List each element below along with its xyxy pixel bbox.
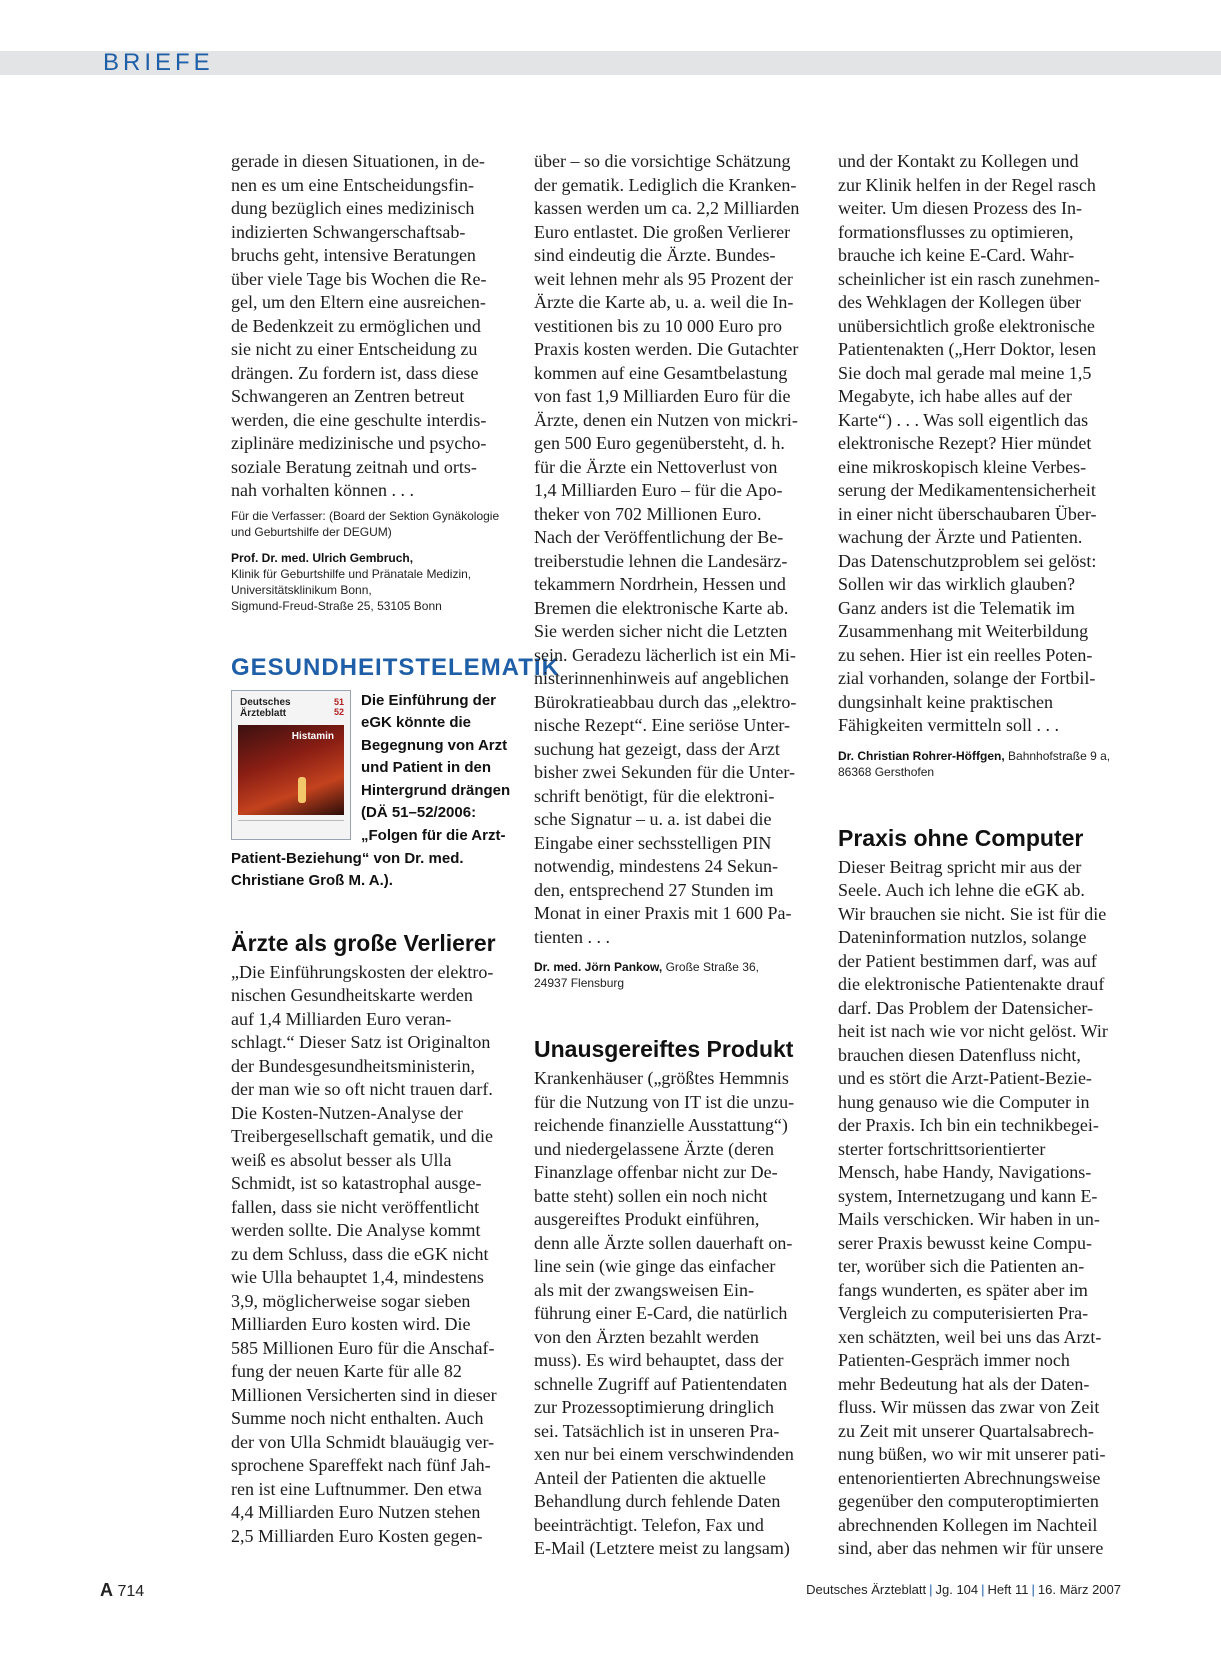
magazine-cover-image [231, 690, 351, 840]
section-title-produkt: Unausgereiftes Produkt [534, 1036, 794, 1062]
author-line [534, 959, 819, 991]
column-3 [838, 150, 1123, 1561]
section-title-praxis: Praxis ohne Computer [838, 824, 1084, 851]
cover-topic: Histamin [291, 730, 334, 742]
cover-footer [238, 820, 344, 833]
rubric-intro [231, 690, 516, 893]
letter-body-pankow: über – so die vorsichtige Schätzung der gematik. Lediglich die Kranken- kassen werden um ca. 2,2 Milliarden Euro entlastet. Die großen Verlierer sind eindeutig die Ärzte. Bundes- weit lehnen mehr als 95 Prozent der Ärzte die Karte ab, u. a. weil die In- vestitionen bis zu 10 000 Euro pro Praxis kosten werden. Die Gutachter kommen auf eine Gesamtbelastung von fast 1,9 Milliarden Euro für die Ärzte, denen ein Nutzen von mickri- gen 500 Euro gegenübersteht, d. h. für die Ärzte ein Nettoverlust von 1,4 Milliarden Euro – für die Apo- theker von 702 Millionen Euro. Nach der Veröffentlichung der Be- treiberstudie lehnen die Landesärz- tekammern Nordrhein, Hessen und Bremen die elektronische Karte ab. Sie werden sicher nicht die Letzten sein. Geradezu lächerlich ist ein Mi- nisterinnenhinweis auf angeblichen Bürokratieabbau durch das „elektro- nische Rezept“. Eine seriöse Unter- suchung hat gezeigt, dass der Arzt bisher zwei Sekunden für die Unter- schrift benötigt, für die elektroni- sche Signatur – u. a. ist dabei die Eingabe einer sechsstelligen PIN notwendig, mindestens 24 Sekun- den, entsprechend 27 Stunden im Monat in einer Praxis mit 1 600 Pa- tienten . . . [534, 151, 800, 947]
separator: | [929, 1582, 933, 1597]
column-2 [534, 150, 819, 1561]
section-body-produkt: Krankenhäuser („größtes Hemmnis für die Nutzung von IT ist die unzu- reichende finanzielle Ausstattung“) und niedergelassene Ärzte (deren Finanzlage offenbar nicht zur De- batte steht) sollen ein noch nicht ausgereiftes Produkt einführen, denn alle Ärzte sollen dauerhaft on- line sein (wie ginge das einfacher als mit der zwangsweisen Ein- führung einer E-Card, die natürlich von den Ärzten bezahlt werden muss). Es wird behauptet, dass der schnelle Zugriff auf Patientendaten zur Prozessoptimierung dringlich sei. Tatsächlich ist in unseren Pra- xen nur bei einem verschwindenden Anteil der Patienten die aktuelle Behandlung durch fehlende Daten beeinträchtigt. Telefon, Fax und E-Mail (Letztere meist zu langsam) [534, 1068, 795, 1558]
separator: | [1031, 1582, 1035, 1597]
separator: | [981, 1582, 985, 1597]
author-address: Große Straße 36, 24937 Flensburg [534, 960, 759, 990]
author-address: Bahnhofstraße 9 a, 86368 Gersthofen [838, 748, 1111, 779]
page-prefix: A [100, 1580, 113, 1600]
author-name: Prof. Dr. med. Ulrich Gembruch, [231, 550, 414, 565]
journal-name: Deutsches Ärzteblatt [806, 1582, 927, 1597]
journal-issue: Heft 11 [987, 1582, 1029, 1597]
author-signature [838, 748, 1123, 780]
author-address: Klinik für Geburtshilfe und Pränatale Medizin, Universitätsklinikum Bonn, Sigmund-Freud-Straße 25, 53105 Bonn [231, 566, 472, 613]
author-line [838, 748, 1123, 780]
section-label: BRIEFE [103, 49, 214, 76]
letter-continuation: gerade in diesen Situationen, in de- nen es um eine Entscheidungsfin- dung bezüglich eines medizinisch indizierten Schwangerschaftsab- bruchs geht, intensive Beratungen über viele Tage bis Wochen die Re- gel, um den Eltern eine ausreichen- de Bedenkzeit zu ermöglichen und sie nicht zu einer Entscheidung zu drängen. Zu fordern ist, dass diese Schwangeren an Zentren betreut werden, die eine geschulte interdis- ziplinäre medizinische und psycho- soziale Beratung zeitnah und orts- nah vorhalten können . . . [231, 151, 487, 500]
author-name: Dr. med. Jörn Pankow, [534, 960, 663, 974]
letter-body-continuation: und der Kontakt zu Kollegen und zur Klinik helfen in der Regel rasch weiter. Um diesen Prozess des In- formationsflusses zu optimieren, brauche ich keine E-Card. Wahr- scheinlicher ist ein rasch zunehmen- des Wehklagen der Kollegen über unübersichtlich große elektronische Patientenakten („Herr Doktor, lesen Sie doch mal gerade mal meine 1,5 Megabyte, ich habe alles auf der Karte“) . . . Was soll eigentlich das elektronische Rezept? Hier mündet eine mikroskopisch kleine Verbes- serung der Medikamentensicherheit in einer nicht überschaubaren Über- wachung der Ärzte und Patienten. Das Datenschutzproblem sei gelöst: Sollen wir das wirklich glauben? Ganz anders ist die Telematik im Zusammenhang mit Weiterbildung zu sehen. Hier ist ein reelles Poten- zial vorhanden, solange der Fortbil- dungsinhalt keine praktischen Fähigkeiten vermitteln soll . . . [838, 151, 1100, 735]
cover-title: Deutsches Ärzteblatt [240, 696, 291, 719]
for-authors-note: Für die Verfasser: (Board der Sektion Gynäkologie und Geburtshilfe der DEGUM) [231, 508, 500, 539]
page-number-value: 714 [117, 1583, 145, 1600]
author-name: Dr. Christian Rohrer-Höffgen, [838, 748, 1005, 763]
section-body-aerzte: „Die Einführungskosten der elektro- nischen Gesundheitskarte werden auf 1,4 Milliarden Euro veran- schlagt.“ Dieser Satz ist Originalton der Bundesgesundheitsministerin, der man wie so oft nicht trauen darf. Die Kosten-Nutzen-Analyse der Treibergesellschaft gematik, und die weiß es absolut besser als Ulla Schmidt, ist so katastrophal ausge- fallen, dass sie nicht veröffentlicht werden sollte. Die Analyse kommt zu dem Schluss, dass die eGK nicht wie Ulla behauptet 1,4, mindestens 3,9, möglicherweise sogar sieben Milliarden Euro kosten wird. Die 585 Millionen Euro für die Anschaf- fung der neuen Karte für alle 82 Millionen Versicherten sind in dieser Summe noch nicht enthalten. Auch der von Ulla Schmidt blauäugig ver- sprochene Spareffekt nach fünf Jah- ren ist eine Luftnummer. Den etwa 4,4 Milliarden Euro Nutzen stehen 2,5 Milliarden Euro Kosten gegen- [231, 961, 497, 1546]
section-body-praxis: Dieser Beitrag spricht mir aus der Seele. Auch ich lehne die eGK ab. Wir brauchen sie nicht. Sie ist für die Dateninformation nutzlos, solange der Patient bestimmen darf, was auf die elektronische Patientenakte drauf darf. Das Problem der Datensicher- heit ist nach wie vor nicht gelöst. Wir brauchen diesen Datenfluss nicht, und es stört die Arzt-Patient-Bezie- hung genauso wie die Computer in der Praxis. Ich bin ein technikbegei- sterter fortschrittsorientierter Mensch, habe Handy, Navigations- system, Internetzugang und kann E- Mails verschicken. Wir haben in un- serer Praxis bewusst keine Compu- ter, worüber sich die Patienten an- fangs wunderten, es später aber im Vergleich zu computerisierten Pra- xen schätzten, weil bei uns das Arzt- Patienten-Gespräch immer noch mehr Bedeutung hat als der Daten- fluss. Wir müssen das zwar von Zeit zu Zeit mit unserer Quartalsabrech- nung büßen, wo wir mit unserer pati- entenorientierten Abrechnungsweise gegenüber den computeroptimierten abrechnenden Kollegen im Nachteil sind, aber das nehmen wir für unsere [838, 856, 1108, 1558]
cover-issue: 51 52 [333, 696, 344, 717]
journal-volume: Jg. 104 [935, 1582, 979, 1597]
author-signature [231, 550, 516, 614]
author-signature [534, 959, 819, 991]
journal-date: 16. März 2007 [1037, 1582, 1121, 1597]
intro-text: Die Einführung der eGK könnte die Begegnung von Arzt und Patient in den Hintergrund drängen (DÄ 51–52/2006: „Folgen für die Arzt-Patient-Beziehung“ von Dr. med. Christiane Groß M. A.). [231, 691, 511, 890]
page-number [100, 1580, 144, 1601]
column-1 [231, 150, 560, 1548]
section-title-aerzte: Ärzte als große Verlierer [231, 929, 496, 956]
footer-citation [806, 1582, 1121, 1597]
cover-photo [238, 725, 344, 815]
rubric-heading: GESUNDHEITSTELEMATIK [231, 653, 560, 681]
